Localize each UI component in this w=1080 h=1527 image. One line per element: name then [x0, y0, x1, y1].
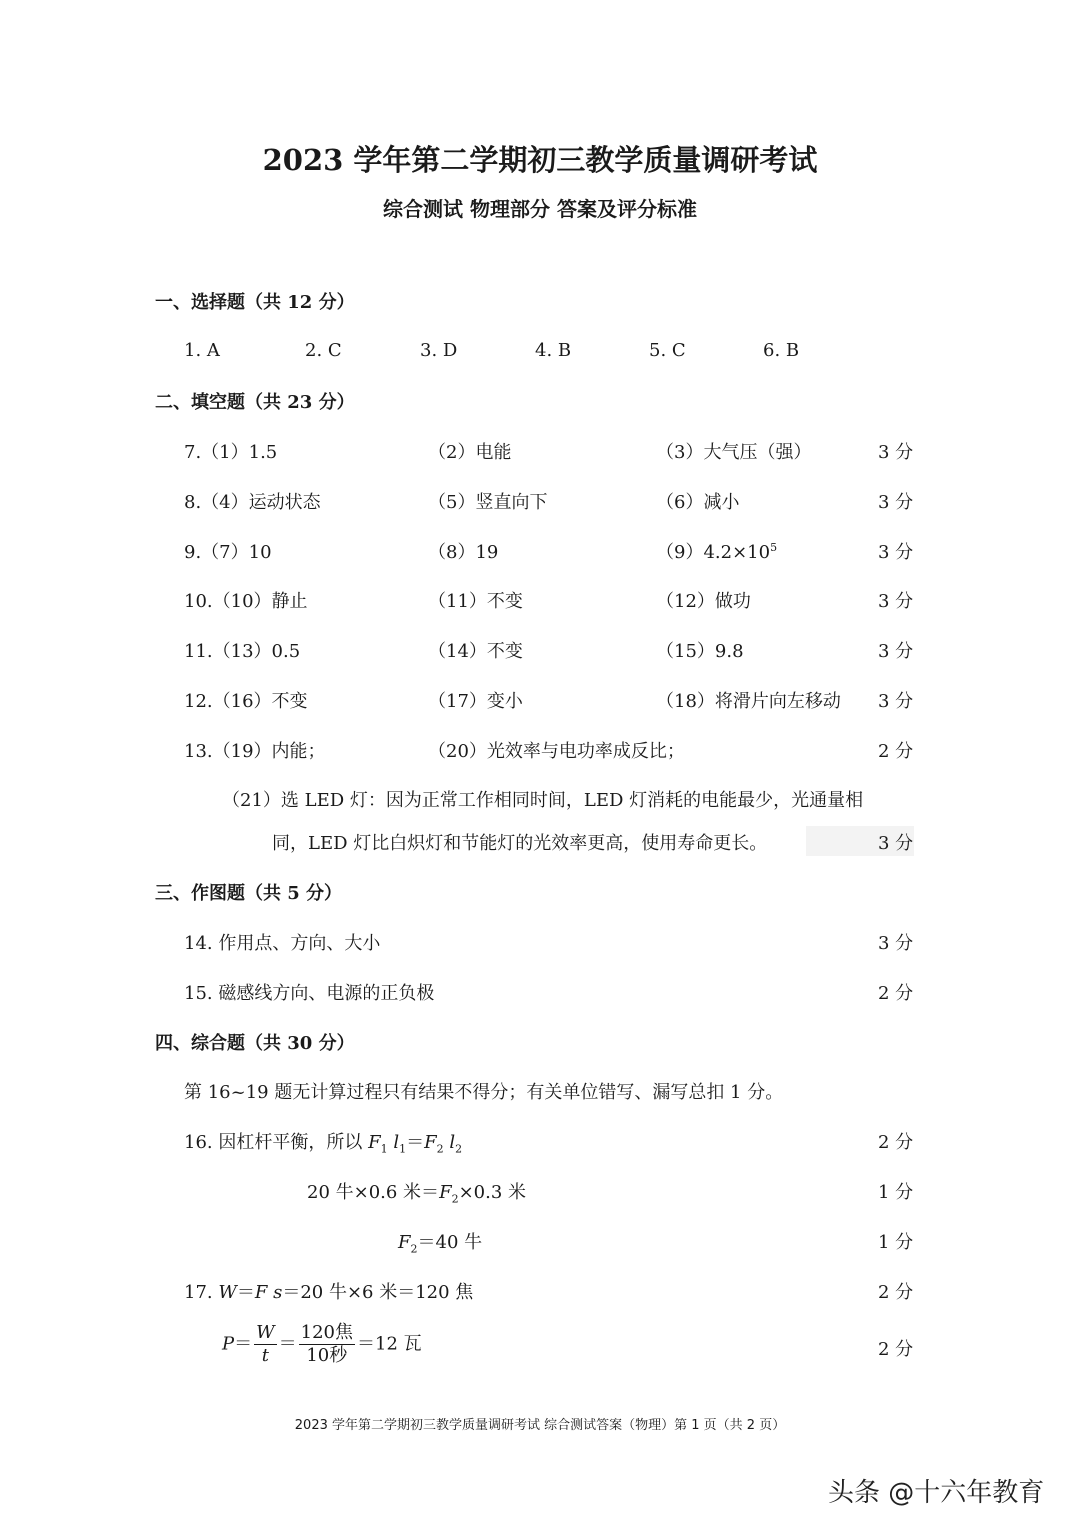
fill-row-11-col1: 11.（13）0.5 [184, 641, 301, 662]
drawing-q14: 14. 作用点、方向、大小 [184, 933, 381, 954]
fill-row-10-col2: （11）不变 [428, 591, 523, 612]
fill-row-11-col3: （15）9.8 [656, 641, 744, 662]
q16-line3: $F_2=40$ 牛 [398, 1232, 483, 1256]
mc-answer-3: 3. D [420, 340, 458, 361]
q17-score2: 2 分 [878, 1339, 914, 1360]
fill-row-8-col3: （6）减小 [656, 492, 740, 513]
fill-row-9-col3: $(9)4.2\times 10^5$ [656, 541, 778, 563]
mc-answer-2: 2. C [305, 340, 342, 361]
mc-answer-5: 5. C [649, 340, 686, 361]
fill-row-9-col2: （8）19 [428, 542, 499, 563]
fill-row-9-score: 3 分 [878, 542, 914, 563]
fill-row-12-col3: （18）将滑片向左移动 [656, 691, 841, 712]
fill-row-10-score: 3 分 [878, 591, 914, 612]
page-subtitle: 综合测试 物理部分 答案及评分标准 [383, 197, 697, 221]
q17-line1: 17. W＝F s＝20 牛×6 米＝120 焦 [184, 1282, 474, 1303]
q17-score1: 2 分 [878, 1282, 914, 1303]
mc-answer-6: 6. B [763, 340, 800, 361]
fill-row-8-col2: （5）竖直向下 [428, 492, 548, 513]
fill-row-7-col3: （3）大气压（强） [656, 442, 812, 463]
fill-row-12-col1: 12.（16）不变 [184, 691, 308, 712]
q16-score1: 2 分 [878, 1132, 914, 1153]
fill-row-11-score: 3 分 [878, 641, 914, 662]
q16-line1: 16. 因杠杆平衡，所以 $F_1$ $l_1=F_2$ $l_2$ [184, 1132, 463, 1156]
q17-line2: P＝ $\frac{W}{t}$ ＝ $\frac{\text{120焦}}{\text{10秒}}$ ＝12 瓦 [222, 1322, 422, 1366]
q21-line1: （21）选 LED 灯：因为正常工作相同时间，LED 灯消耗的电能最少，光通量相 [222, 790, 864, 811]
section4-note: 第 16~19 题无计算过程只有结果不得分；有关单位错写、漏写总扣 1 分。 [184, 1082, 784, 1103]
drawing-q15-score: 2 分 [878, 983, 914, 1004]
q16-score2: 1 分 [878, 1182, 914, 1203]
fill-row-12-col2: （17）变小 [428, 691, 523, 712]
q16-line2: 20 牛×0.6 米$=F_2\times 0.3$ 米 [307, 1182, 526, 1206]
fill-row-10-col3: （12）做功 [656, 591, 751, 612]
mc-answer-4: 4. B [535, 340, 572, 361]
fill-row-7-col1: 7.（1）1.5 [184, 442, 278, 463]
fill-row-9-col1: 9.（7）10 [184, 542, 272, 563]
fraction-120-over-10: $\frac{\text{120焦}}{\text{10秒}}$ [300, 1322, 353, 1366]
q21-score: 3 分 [878, 833, 914, 854]
drawing-q15: 15. 磁感线方向、电源的正负极 [184, 983, 435, 1004]
section4-heading: 四、综合题（共 30 分） [155, 1033, 355, 1054]
fill-row-13-col2: （20）光效率与电功率成反比； [428, 741, 685, 762]
fill-row-10-col1: 10.（10）静止 [184, 591, 308, 612]
fill-row-13-score: 2 分 [878, 741, 914, 762]
fill-row-7-score: 3 分 [878, 442, 914, 463]
page-footer: 2023 学年第二学期初三教学质量调研考试 综合测试答案（物理）第 1 页（共 2 页） [294, 1418, 786, 1433]
fill-row-12-score: 3 分 [878, 691, 914, 712]
watermark: 头条 @十六年教育 [828, 1478, 1045, 1508]
fill-row-11-col2: （14）不变 [428, 641, 523, 662]
fill-row-8-score: 3 分 [878, 492, 914, 513]
fill-row-8-col1: 8.（4）运动状态 [184, 492, 321, 513]
section3-heading: 三、作图题（共 5 分） [155, 883, 343, 904]
q21-line2: 同，LED 灯比白炽灯和节能灯的光效率更高，使用寿命更长。 [272, 833, 768, 854]
drawing-q14-score: 3 分 [878, 933, 914, 954]
section1-heading: 一、选择题（共 12 分） [155, 292, 355, 313]
page-title: 2023 学年第二学期初三教学质量调研考试 [262, 143, 818, 177]
fill-row-13-col1: 13.（19）内能； [184, 741, 326, 762]
mc-answer-1: 1. A [184, 340, 220, 361]
q16-score3: 1 分 [878, 1232, 914, 1253]
fill-row-7-col2: （2）电能 [428, 442, 512, 463]
fraction-w-over-t: $\frac{W}{t}$ [256, 1322, 275, 1366]
section2-heading: 二、填空题（共 23 分） [155, 392, 355, 413]
